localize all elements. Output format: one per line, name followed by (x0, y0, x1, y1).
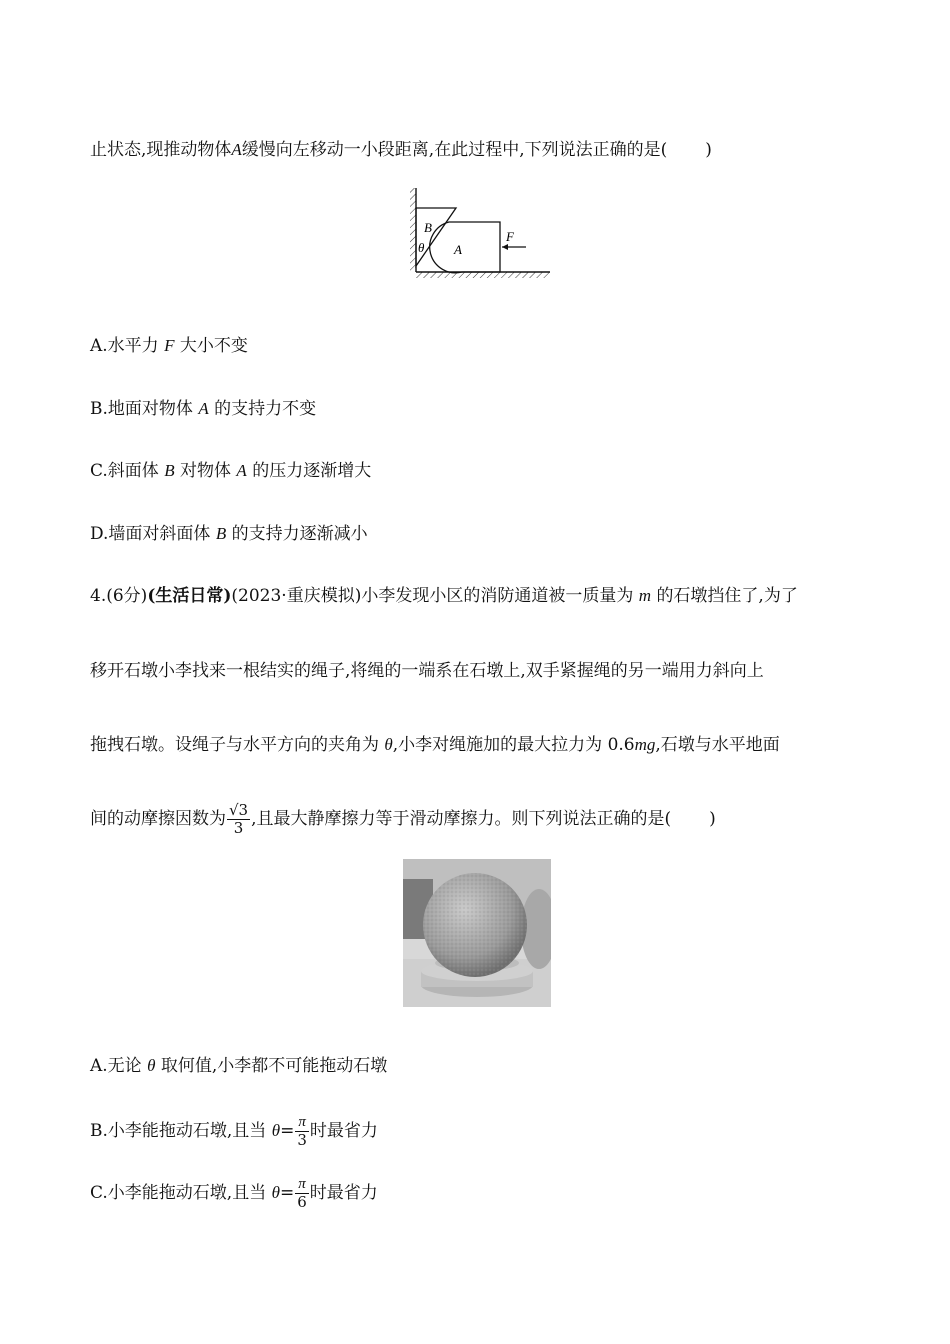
q4-option-a (90, 1054, 387, 1078)
q3-option-b-pre: B.地面对物体 (90, 399, 193, 419)
q3-option-c-post: 的压力逐渐增大 (252, 461, 372, 481)
q4-number: 4.(6分) (90, 586, 148, 606)
q4-stem-line-1 (90, 584, 798, 608)
q4-option-b-post: 时最省力 (309, 1121, 378, 1141)
q4-option-b (90, 1114, 378, 1149)
q4-option-b-eq: = (280, 1121, 295, 1141)
q4-line4-b: ,且最大静摩擦力等于滑动摩擦力。则下列说法正确的是( (251, 809, 672, 829)
q4-option-c-pre: C.小李能拖动石墩,且当 (90, 1183, 267, 1203)
q4-stem-line-2 (90, 659, 764, 683)
q4-option-c-num: π (295, 1176, 309, 1194)
q4-stem-line-3 (90, 733, 780, 757)
q4-option-b-den: 3 (297, 1131, 307, 1149)
q4-line3-b: ,小李对绳施加的最大拉力为 0.6 (392, 735, 635, 755)
q3-stem-text-a: 止状态,现推动物体 (90, 140, 232, 160)
q3-option-c (90, 459, 371, 483)
q4-option-c (90, 1176, 378, 1211)
q4-line2: 移开石墩小李找来一根结实的绳子,将绳的一端系在石墩上,双手紧握绳的另一端用力斜向上 (90, 661, 764, 681)
q4-source: (2023·重庆模拟) (231, 586, 362, 606)
q4-mu-den: 3 (233, 819, 244, 837)
q3-wedge-figure (402, 186, 554, 280)
q3-stem-text-b: 缓慢向左移动一小段距离,在此过程中,下列说法正确的是( (241, 140, 668, 160)
q3-stem-line (90, 138, 712, 162)
q4-option-a-theta: θ (147, 1056, 156, 1075)
q3-var-a: A (231, 140, 242, 159)
figure-label-f: F (506, 229, 514, 244)
q4-option-c-fraction (295, 1176, 309, 1211)
q3-option-c-var2: A (236, 461, 247, 480)
q4-option-b-theta: θ (271, 1121, 281, 1140)
q4-stem-line-4 (90, 802, 716, 837)
q4-option-c-post: 时最省力 (309, 1183, 378, 1203)
q4-line3-a: 拖拽石墩。设绳子与水平方向的夹角为 (90, 735, 379, 755)
q4-line1-b: 的石墩挡住了,为了 (656, 586, 798, 606)
q3-option-b-post: 的支持力不变 (214, 399, 317, 419)
q3-option-a-pre: A.水平力 (90, 336, 159, 356)
figure-label-a: A (454, 242, 462, 257)
q3-option-b (90, 397, 316, 421)
q4-option-c-theta: θ (271, 1183, 280, 1202)
q4-line1-a: 小李发现小区的消防通道被一质量为 (361, 586, 634, 606)
q4-mu-fraction (227, 802, 250, 837)
q4-option-a-pre: A.无论 (90, 1056, 142, 1076)
q4-mu-num: √3 (229, 801, 249, 819)
figure-label-theta: θ (418, 240, 425, 255)
q4-option-c-den: 6 (297, 1193, 307, 1211)
q3-option-d-pre: D.墙面对斜面体 (90, 524, 211, 544)
q4-line4-a: 间的动摩擦因数为 (90, 809, 226, 829)
q3-option-a-var: F (164, 336, 175, 355)
q3-option-b-var: A (198, 399, 209, 418)
q4-mass: m (638, 586, 652, 605)
q3-option-c-var1: B (164, 461, 175, 480)
q4-option-b-pre: B.小李能拖动石墩,且当 (90, 1121, 267, 1141)
q4-tag: (生活日常) (147, 586, 232, 606)
q3-paren-close: ) (705, 140, 712, 160)
q4-option-b-fraction (295, 1114, 309, 1149)
q3-option-a-post: 大小不变 (179, 336, 248, 356)
q4-theta: θ (384, 735, 393, 754)
stone-bollard-photo (403, 859, 551, 1007)
q4-paren-close: ) (709, 809, 716, 829)
q3-option-d (90, 522, 368, 546)
q4-mg: mg (634, 735, 656, 754)
q3-option-d-post: 的支持力逐渐减小 (231, 524, 368, 544)
q3-option-c-pre: C.斜面体 (90, 461, 159, 481)
q4-line3-c: ,石墩与水平地面 (655, 735, 780, 755)
q4-option-b-num: π (295, 1114, 309, 1132)
q3-option-d-var: B (215, 524, 227, 543)
q4-option-c-eq: = (279, 1183, 295, 1203)
q4-option-a-post: 取何值,小李都不可能拖动石墩 (160, 1056, 388, 1076)
figure-label-b: B (424, 220, 432, 235)
q3-option-c-mid: 对物体 (180, 461, 232, 481)
q3-option-a (90, 334, 248, 358)
